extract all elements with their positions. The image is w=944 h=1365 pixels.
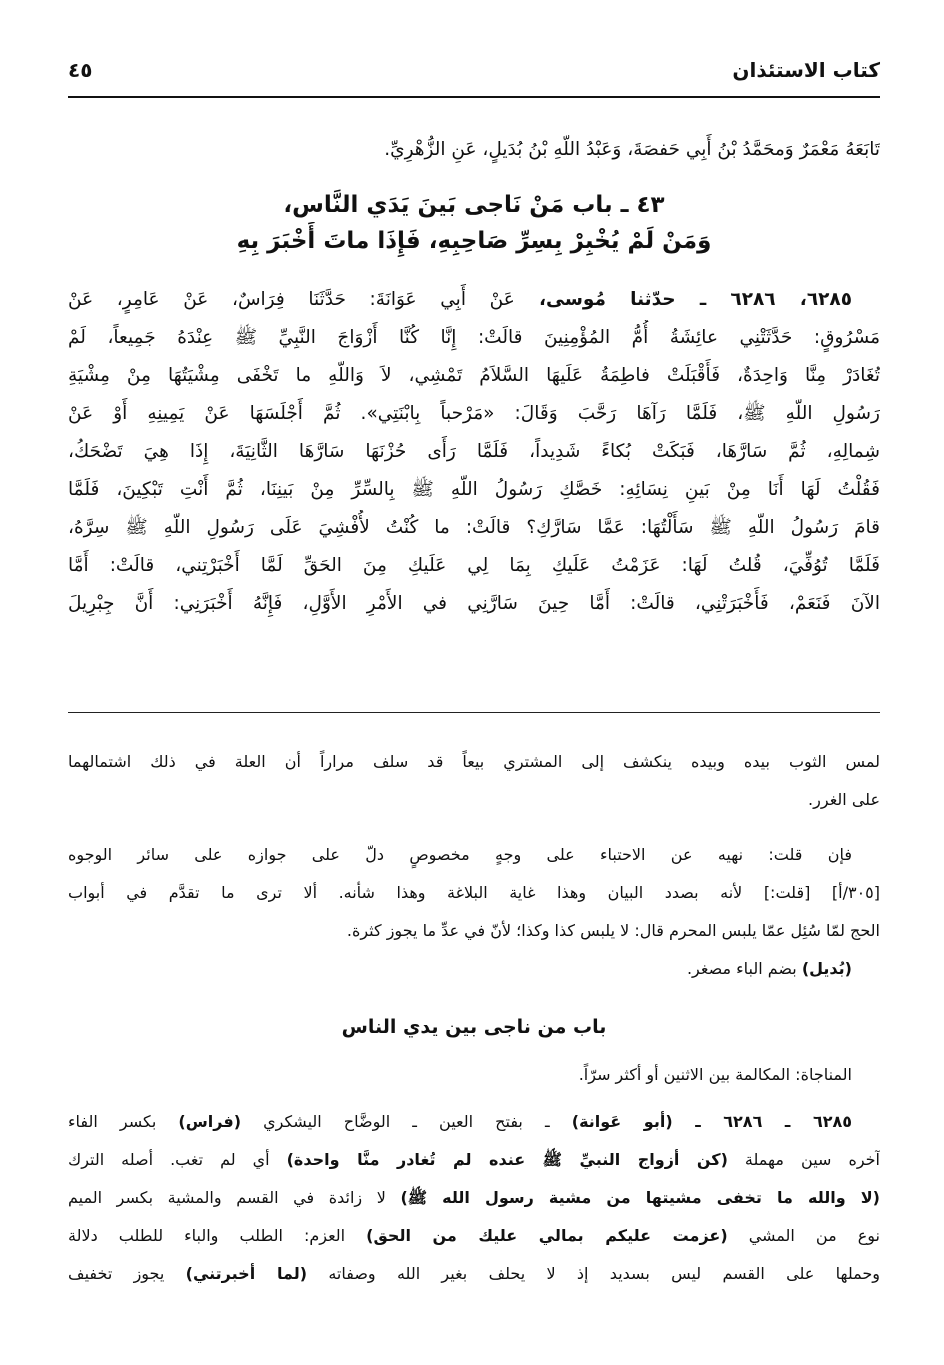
text-segment: أي لم تغب. أصله الترك bbox=[68, 1150, 287, 1169]
bold-segment: (كن أزواج النبيِّ ﷺ عنده لم تُغادر منَّا واحدة) bbox=[286, 1150, 728, 1169]
page-number: ٤٥ bbox=[68, 58, 93, 82]
text-segment: يجوز تخفيف bbox=[68, 1264, 186, 1283]
text-line bbox=[68, 472, 880, 508]
text-segment: فَلَمَّا تُوُفِّيَ، قُلتُ لَهَا: عَزَمْتُ عَلَيكِ بِمَا لِي عَلَيكِ مِنَ الحَقِّ لَمَّا أَخْبَرْتِني، قالَتْ: أَمَّا bbox=[68, 555, 880, 576]
bold-segment: (بُديل) bbox=[801, 959, 852, 978]
text-line bbox=[68, 586, 880, 622]
text-segment: المناجاة: المكالمة بين الاثنين أو أكثر سرّاً. bbox=[578, 1065, 852, 1084]
text-segment: مَسْرُوقٍ: حَدَّثَتْنِي عائِشَةُ أُمُّ المُؤْمِنِينَ قالَتْ: إِنَّا كُنَّا أَزْوَاجَ النَّبِيِّ ﷺ عِنْدَهُ جَمِيعاً، لَمْ bbox=[68, 327, 880, 348]
bold-segment: (عزمت عليكم بمالي عليك من الحق) bbox=[366, 1226, 728, 1245]
bold-segment: ٦٢٨٥ ـ ٦٢٨٦ ـ (أبو عَوانة) bbox=[571, 1112, 853, 1131]
intro-line: تَابَعَهُ مَعْمَرٌ وَمحَمَّدُ بْنُ أَبِي حَفصَةَ، وَعَبْدُ اللّهِ بْنُ بُدَيلٍ، عَنِ الزُّهْرِيِّ. bbox=[384, 139, 880, 160]
text-segment: ـ بفتح العين ـ الوضَّاح اليشكري bbox=[241, 1112, 572, 1131]
text-line bbox=[68, 548, 880, 584]
bold-segment: ٦٢٨٥، ٦٢٨٦ ـ حدّثنا مُوسى، bbox=[514, 289, 852, 310]
text-segment: نوع من المشي bbox=[727, 1226, 880, 1245]
header-rule bbox=[68, 96, 880, 98]
text-line bbox=[68, 1181, 880, 1215]
text-line bbox=[68, 320, 880, 356]
text-segment: وحملها على القسم ليس بسديد إذ لا يحلف بغير الله وصفاته bbox=[307, 1264, 880, 1283]
text-line bbox=[68, 510, 880, 546]
text-line bbox=[68, 358, 880, 394]
text-segment: الحج لمّا سُئِل عمّا يلبس المحرم قال: لا يلبس كذا وكذا؛ لأنّ في عدِّ ما يجوز كثرة. bbox=[346, 921, 880, 940]
text-segment: تُغَادَرْ مِنَّا وَاحِدَةٌ، فَأَقْبَلَتْ فاطِمَةُ عَلَيهَا السَّلاَمُ تَمْشِي، لاَ وَاللّهِ ما تَخْفَى مِشْيَتُهَا مِنْ مِشْيَةِ bbox=[68, 365, 880, 386]
text-segment: لا زائدة في القسم والمشية بكسر الميم bbox=[68, 1188, 401, 1207]
text-segment: على الغرر. bbox=[808, 790, 880, 809]
text-line bbox=[68, 1219, 880, 1253]
text-segment: بكسر الفاء bbox=[68, 1112, 179, 1131]
bold-segment: (فراس) bbox=[178, 1112, 242, 1131]
text-segment: الآنَ فَنَعَمْ، فَأَخْبَرَتْنِي، قالَتْ: أَمَّا حِينَ سَارَّنِي في الأَمْرِ الأَوَّلِ، فَإِنَّهُ أَخْبَرَنِي: أَنَّ جِبْرِيلَ bbox=[68, 593, 880, 614]
text-line bbox=[68, 876, 880, 910]
text-segment: عَنْ أَبِي عَوَانَةَ: حَدَّثَنَا فِرَاسٌ، عَنْ عَامِرٍ، عَنْ bbox=[68, 289, 515, 310]
text-line bbox=[68, 1143, 880, 1177]
text-line bbox=[68, 838, 880, 872]
bold-segment: (لما أخبرتني) bbox=[185, 1264, 308, 1283]
book-title: كتاب الاستئذان bbox=[732, 58, 880, 82]
text-segment: [٣٠٥/أ] [قلت:] لأنه بصدد البيان وهذا غاية البلاغة وهذا شأنه. ألا ترى ما تقدَّم في أبواب bbox=[68, 883, 880, 902]
commentary-section-heading: باب من ناجى بين يدي الناس bbox=[341, 1016, 607, 1038]
text-line bbox=[68, 1257, 880, 1291]
running-header bbox=[68, 58, 880, 88]
text-segment: شِمالِهِ، ثُمَّ سَارَّهَا، فَبَكَتْ بُكاءً شَدِيداً، فَلَمَّا رَأَى حُزْنَهَا سَارَّهَا الثَّانِيَةَ، إِذَا هِيَ تَضْحَكُ، bbox=[68, 441, 880, 462]
text-segment: لمس الثوب بيده وبيده ينكشف إلى المشتري بيعاً قد سلف مراراً أن العلة في ذلك اشتمالهما bbox=[68, 752, 880, 771]
text-line bbox=[68, 434, 880, 470]
text-line bbox=[68, 745, 880, 779]
text-segment: بضم الباء مصغر. bbox=[686, 959, 802, 978]
text-line bbox=[68, 952, 880, 986]
text-segment: قامَ رَسُولُ اللّهِ ﷺ سَأَلْتُهَا: عَمَّا سَارَّكِ؟ قالَتْ: ما كُنْتُ لأُفْشِيَ عَلَى رَسُولِ اللّهِ ﷺ سِرَّهُ، bbox=[68, 517, 880, 538]
text-line bbox=[68, 282, 880, 318]
text-line bbox=[68, 1105, 880, 1139]
bold-segment: (لا والله ما تخفى مشيتها من مشية رسول الله ﷺ) bbox=[400, 1188, 880, 1207]
chapter-heading-line-1: ٤٣ ـ باب مَنْ نَاجى بَينَ يَدَي النَّاس، bbox=[283, 192, 665, 218]
text-line bbox=[68, 783, 880, 817]
text-line bbox=[68, 914, 880, 948]
text-line bbox=[68, 396, 880, 432]
text-segment: العزم: الطلب والباء للطلب دلالة bbox=[68, 1226, 367, 1245]
text-line bbox=[68, 1058, 880, 1092]
text-segment: آخره سين مهملة bbox=[727, 1150, 880, 1169]
text-segment: فَقُلْتُ لَهَا أَنَا مِنْ بَينِ نِسَائِهِ: خَصَّكِ رَسُولُ اللّهِ ﷺ بِالسِّرِّ مِنْ بَينِنَا، ثُمَّ أَنْتِ تَبْكِينَ، فَلَمَّا bbox=[68, 479, 880, 500]
text-segment: فإن قلت: نهيه عن الاحتباء على وجهٍ مخصوصٍ دلّ على جوازه على سائر الوجوه bbox=[68, 845, 852, 864]
footnote-rule bbox=[68, 712, 880, 713]
text-segment: رَسُولِ اللّهِ ﷺ، فَلَمَّا رَآهَا رَحَّبَ وَقَالَ: «مَرْحباً بِابْنَتِي». ثُمَّ أَجْلَسَهَا عَنْ يَمِينِهِ أَوْ عَنْ bbox=[68, 403, 880, 424]
chapter-heading-line-2: وَمَنْ لَمْ يُخْبِرْ بِسِرِّ صَاحِبِهِ، فَإِذَا ماتَ أَخْبَرَ بِهِ bbox=[236, 228, 712, 254]
